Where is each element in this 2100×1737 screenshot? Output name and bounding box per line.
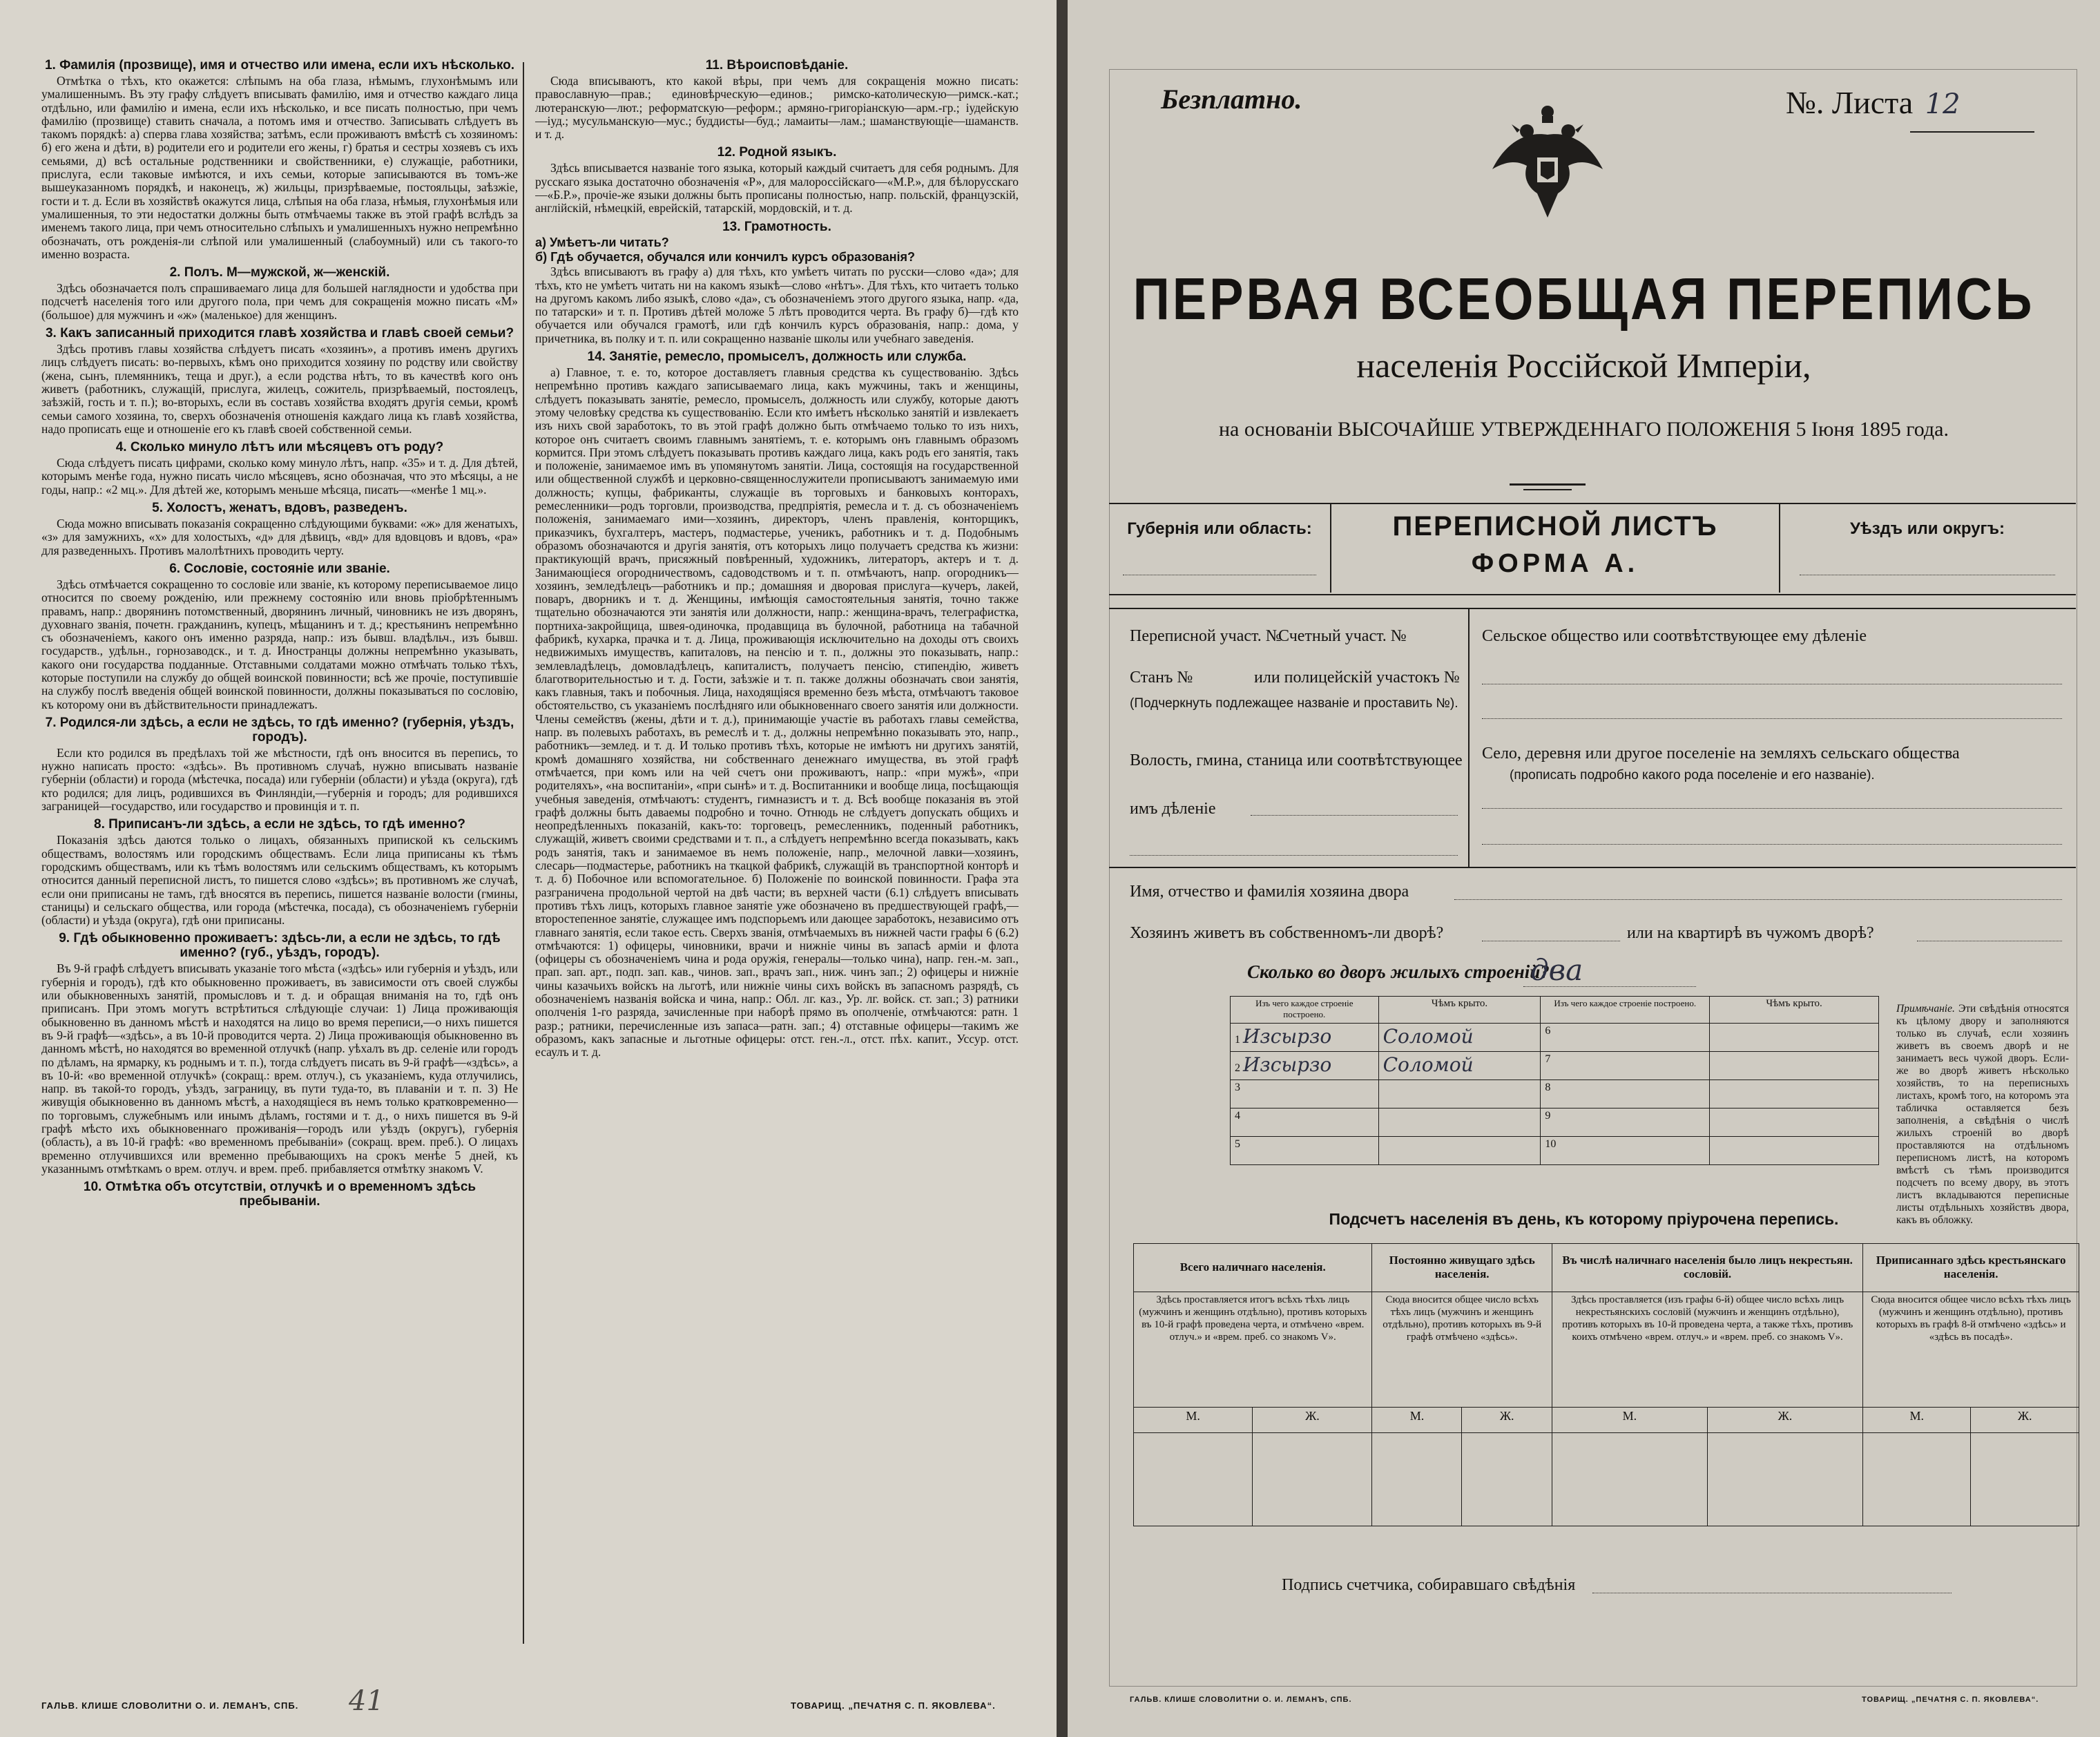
section-title: 10. Отмѣтка объ отсутствіи, отлучкѣ и о временномъ здѣсь пребываніи. (83, 1180, 476, 1209)
section-text: Отмѣтка о тѣхъ, кто окажется: слѣпымъ на оба глаза, нѣмымъ, глухонѣмымъ или умалишеннымъ. Въ эту графу слѣдуетъ вписывать фамилію, имя и отчество каждаго лица отдѣльно, или фамилію и имена, если ихъ нѣсколько, и все писать полностью, при чемъ фамилію (прозвище) ставить сначала, а потомъ имя и отчество. Записывать слѣдуетъ въ такомъ порядкѣ: а) сперва глава хозяйства; затѣмъ, если проживаютъ вмѣстѣ съ хозяиномъ: б) его жена и дѣти, в) родители его и родители его жены, г) братья и сестры хозяевъ съ ихъ семьями, д) всѣ остальные родственники и свойственники, е) служащіе, работники, прислуга, если таковые имѣются, и ихъ семьи, которые записываются въ томъ-же вышеуказанномъ порядкѣ, и наконецъ, ж) жильцы, призрѣваемые, постояльцы, заѣзжіе, гости и т. д. Если въ хозяйствѣ окажутся лица, слѣпыя на оба глаза, нѣмыя, глухонѣмыя или умалишенныя, то эти недостатки должны быть отмѣчаемы также въ этой графѣ вслѣдъ за именемъ такого лица, при чемъ относительно слѣпыхъ и умалишенныхъ нужно непремѣнно обозначать, отъ рожденія-ли слѣпой или умалишенный (слабоумный) или съ такого-то именно возраста. (41, 74, 518, 261)
right-imprint-left: ГАЛЬВ. КЛИШЕ СЛОВОЛИТНИ О. И. ЛЕМАНЪ, СПБ. (1130, 1696, 1352, 1704)
count-header: Приписаннаго здѣсь крестьянскаго населенія. (1863, 1244, 2079, 1292)
instruction-section (41, 265, 518, 322)
selo-label: Село, деревня или другое поселеніе на земляхъ сельскаго общества (1482, 745, 1960, 762)
section-text: Здѣсь вписывается названіе того языка, который каждый считаетъ для себя роднымъ. Для русскаго языка достаточно обозначенія «Р», для малороссійскаго—«М.Р.», для бѣлорусскаго—«Б.Р.», прочіе-же языки должны быть прописаны полностью, напр. польскій, французскій, англійскій, нѣмецкій, еврейскій, татарскій, мордовскій, и т. д. (535, 161, 1019, 215)
section-title: 1. Фамилія (прозвище), имя и отчество или имена, если ихъ нѣсколько. (44, 58, 515, 73)
building-8: 8 (1541, 1080, 1710, 1109)
male-column-label: М. (1134, 1407, 1253, 1433)
building-4: 4 (1231, 1109, 1379, 1137)
building-9-roof (1710, 1109, 1879, 1137)
printer-imprint-left: ГАЛЬВ. КЛИШЕ СЛОВОЛИТНИ О. И. ЛЕМАНЪ, СПБ. (41, 1700, 299, 1711)
count-description: Сюда вносится общее число всѣхъ тѣхъ лицъ (мужчинъ и женщинъ отдѣльно), противъ которыхъ въ графѣ 8-й отмѣчено «здѣсь» и «здѣсь въ посадѣ». (1863, 1292, 2079, 1407)
count-title: Подсчетъ населенія въ день, къ которому пріурочена перепись. (1329, 1210, 1839, 1228)
selo-line-2 (1482, 844, 2062, 845)
sheet-number-label (1786, 84, 1961, 121)
sheet-number-underline (1910, 131, 2034, 133)
count-value-cell[interactable] (1372, 1433, 1462, 1526)
instruction-section (41, 1180, 518, 1209)
building-3: 3 (1231, 1080, 1379, 1109)
section-text: Здѣсь обозначается полъ спрашиваемаго лица для большей наглядности и удобства при подсчетѣ населенія того или другого пола, при чемъ для сокращенія можно писать «М» (большое) для мужчинъ и «ж» (маленькое) для женщинъ. (41, 281, 518, 322)
selskoe-line-2 (1482, 718, 2062, 719)
free-label: Безплатно. (1161, 84, 1302, 115)
female-column-label: Ж. (1253, 1407, 1372, 1433)
section-title: 12. Родной языкъ. (717, 145, 837, 160)
building-1-material: 1 Изсырзо (1231, 1024, 1379, 1052)
volost-line (1251, 815, 1458, 816)
instruction-section (41, 326, 518, 436)
selo-line (1482, 808, 2062, 809)
buildings-note (1896, 1003, 2069, 1227)
building-7-roof (1710, 1052, 1879, 1080)
right-imprint-right: ТОВАРИЩ. „ПЕЧАТНЯ С. П. ЯКОВЛЕВА“. (1862, 1696, 2039, 1704)
address-top-rule (1109, 608, 2076, 609)
ornament-line-short (1523, 489, 1572, 490)
perepis-uch-label: Переписной участ. № (1130, 627, 1282, 645)
volost-line-2 (1130, 855, 1458, 856)
instruction-section (41, 931, 518, 1175)
section-title: 13. Грамотность. (722, 219, 831, 234)
male-column-label: М. (1552, 1407, 1707, 1433)
form-subtitle: ФОРМА А. (1471, 549, 1639, 578)
instruction-section (41, 440, 518, 497)
female-column-label: Ж. (1707, 1407, 1863, 1433)
section-text: Показанія здѣсь даются только о лицахъ, обязанныхъ припиской къ сельскимъ обществамъ, волостямъ или городскимъ обществамъ. Если лица приписаны къ тѣмъ городскимъ обществамъ, или къ тѣмъ волостямъ или сельскимъ обществамъ, къ которымъ относится данный переписной листъ, то пишется слово «здѣсь»; въ противномъ же случаѣ, если они приписаны не тамъ, гдѣ вносятся въ перепись, пишется названіе волости (гмины, станицы) и сельскаго общества, или города (мѣстечка, посада), съ обозначеніемъ губерніи (области) и уѣзда (округа), гдѣ они приписаны. (41, 833, 518, 928)
section-text: Если кто родился въ предѣлахъ той же мѣстности, гдѣ онъ вносится въ перепись, то нужно написать просто: «здѣсь». Въ противномъ случаѣ, нужно вписывать названіе губерніи (области) и города (мѣстечка, посада) или губерніи (области) и уѣзда (округа), гдѣ кто родился; для лицъ, родившихся въ Финляндіи,—губернія и городъ; для родившихся заграницей—государство, или государство и провинція и т. п. (41, 745, 518, 814)
instruction-section (41, 58, 518, 261)
police-label: или полицейскій участокъ № (1254, 669, 1460, 687)
section-title: 8. Приписанъ-ли здѣсь, а если не здѣсь, то гдѣ именно? (94, 817, 465, 832)
count-gender-row (1134, 1407, 2079, 1433)
buildings-col-roof: Чѣмъ крыто. (1378, 997, 1541, 1024)
building-7: 7 (1541, 1052, 1710, 1080)
male-column-label: М. (1863, 1407, 1971, 1433)
lives-own-label: Хозяинъ живетъ въ собственномъ-ли дворѣ? (1130, 924, 1444, 942)
count-values-row (1134, 1433, 2079, 1526)
instruction-section (535, 58, 1019, 141)
instruction-section (535, 220, 1019, 345)
sheet-label: №. Листа (1786, 85, 1914, 120)
header-divider-right (1779, 503, 1780, 593)
lives-rent-label: или на квартирѣ въ чужомъ дворѣ? (1627, 924, 1874, 942)
selo-note: (прописать подробно какого рода поселеніе и его названіе). (1510, 768, 1875, 783)
building-5-roof (1378, 1137, 1541, 1165)
buildings-col-material: Изъ чего каждое строеніе построено. (1231, 997, 1379, 1024)
buildings-table (1230, 996, 1879, 1165)
volost-label: Волость, гмина, станица или соотвѣтствующее (1130, 751, 1463, 769)
count-header: Всего наличнаго населенія. (1134, 1244, 1372, 1292)
right-page (1068, 0, 2100, 1737)
count-value-cell[interactable] (1552, 1433, 1707, 1526)
buildings-line (1523, 986, 1696, 987)
section-title: 11. Вѣроисповѣданіе. (705, 58, 849, 73)
count-header: Постоянно живущаго здѣсь населенія. (1372, 1244, 1552, 1292)
form-title: ПЕРЕПИСНОЙ ЛИСТЪ (1392, 511, 1718, 541)
buildings-value: два (1530, 953, 1583, 987)
male-column-label: М. (1372, 1407, 1462, 1433)
building-1-roof: Соломой (1378, 1024, 1541, 1052)
building-4-roof (1378, 1109, 1541, 1137)
section-subtitle: б) Гдѣ обучается, обучался или кончилъ курсъ образованія? (535, 249, 915, 264)
census-basis: на основаніи ВЫСОЧАЙШЕ УТВЕРЖДЕННАГО ПОЛОЖЕНІЯ 5 Іюня 1895 года. (1219, 418, 1949, 441)
stan-label: Станъ № (1130, 669, 1193, 687)
building-9: 9 (1541, 1109, 1710, 1137)
selskoe-label: Сельское общество или соотвѣтствующее ему дѣленіе (1482, 627, 1867, 645)
population-count-table (1133, 1243, 2079, 1526)
sheet-number-handwritten: 12 (1925, 88, 1961, 120)
owner-line (1454, 899, 2062, 900)
count-headers-row (1134, 1244, 2079, 1292)
section-text: Сюда можно вписывать показанія сокращенно слѣдующими буквами: «ж» для женатыхъ, «з» для замужнихъ, «х» для холостыхъ, «д» для дѣвицъ, «вд» для вдовцовъ и вдовъ, «ра» для разведенныхъ. Противъ малолѣтнихъ проводить черту. (41, 517, 518, 557)
section-title: 5. Холостъ, женатъ, вдовъ, разведенъ. (152, 501, 407, 516)
building-6-roof (1710, 1024, 1879, 1052)
section-text: Здѣсь противъ главы хозяйства слѣдуетъ писать «хозяинъ», а противъ именъ другихъ лицъ слѣдуетъ писать: во-первыхъ, кѣмъ оно приходится хозяину по родству или свойству (жена, сынъ, племянникъ, теща и друг.), а если родства нѣтъ, то въ качествѣ кого онъ живетъ (работникъ, служащій, прислуга, жилецъ, сожитель, призрѣваемый, постоялецъ, заѣзжій, гость и т. п.); во-вторыхъ, если въ составъ хозяйства входятъ другія семьи, кромѣ семьи самого хозяина, то, сверхъ обозначенія отношенія каждаго лица къ главѣ хозяйства, надо прописать еще и отношеніе его къ главѣ своей собственной семьи. (41, 342, 518, 436)
signature-label: Подпись счетчика, собиравшаго свѣдѣнія (1282, 1576, 1576, 1594)
note-label: Примѣчаніе. (1896, 1003, 1955, 1015)
count-description: Здѣсь проставляется итогъ всѣхъ тѣхъ лицъ (мужчинъ и женщинъ отдѣльно), противъ которыхъ въ 10-й графѣ проведена черта, и отмѣчено «врем. отлуч.» и «врем. преб. со знакомъ V». (1134, 1292, 1372, 1407)
count-description: Здѣсь проставляется (изъ графы 6-й) общее число всѣхъ лицъ некрестьянскихъ сословій (мужчинъ и женщинъ отдѣльно), противъ которыхъ въ 10-й проведена черта, а также тѣхъ, противъ коихъ отмѣчено «врем. отлуч.» и «врем. преб. со знакомъ V». (1552, 1292, 1862, 1407)
ornament-line (1510, 483, 1586, 486)
gubernia-label: Губернія или область: (1127, 519, 1312, 538)
count-value-cell[interactable] (1707, 1433, 1863, 1526)
building-5: 5 (1231, 1137, 1379, 1165)
note-text: Эти свѣдѣнія относятся къ цѣлому двору и заполняются только въ случаѣ, если хозяинъ живетъ въ своемъ дворѣ и не занимаетъ весь чужой дворъ. Если-же во дворѣ живетъ нѣсколько хозяйствъ, то на переписныхъ листахъ, кромѣ того, на которомъ эта табличка оставляется безъ заполненія, а свѣдѣнія о числѣ жилыхъ строеній во дворѣ проставляются на отдѣльномъ переписномъ листѣ, на которомъ вмѣстѣ съ тѣмъ производится подсчетъ по всему двору, въ этотъ листъ вкладываются переписные листы отдѣльныхъ хозяйствъ двора, какъ въ обложку. (1896, 1003, 2070, 1226)
female-column-label: Ж. (1462, 1407, 1552, 1433)
printer-imprint-right: ТОВАРИЩ. „ПЕЧАТНЯ С. П. ЯКОВЛЕВА“. (791, 1700, 996, 1711)
count-header: Въ числѣ наличнаго населенія было лицъ некрестьян. сословій. (1552, 1244, 1862, 1292)
column-divider (523, 62, 524, 1644)
section-title: 7. Родился-ли здѣсь, а если не здѣсь, то гдѣ именно? (губернія, уѣздъ, городъ). (45, 715, 514, 745)
count-value-cell[interactable] (1134, 1433, 1253, 1526)
count-description: Сюда вносится общее число всѣхъ тѣхъ лицъ (мужчинъ и женщинъ отдѣльно), противъ которыхъ въ 9-й графѣ отмѣчено «здѣсь». (1372, 1292, 1552, 1407)
building-10: 10 (1541, 1137, 1710, 1165)
instruction-section (41, 716, 518, 813)
section-text: Въ 9-й графѣ слѣдуетъ вписывать указаніе того мѣста («здѣсь» или губернія и уѣздъ, или губернія и городъ), гдѣ кто обыкновенно проживаетъ, въ зависимости отъ своей службы или обыкновенныхъ занятій, промысловъ и т. д. и обращая вниманія на то, гдѣ онъ приписанъ. При этомъ могутъ встрѣтиться слѣдующіе случаи: 1) Лица проживающія обыкновенно въ данномъ мѣстѣ и находятся на лицо во время переписи,—о нихъ пишется въ 9-й графѣ—«здѣсь», а въ 10-й проводится черта. 2) Лица проживающія обыкновенно въ данномъ мѣстѣ, но находятся во временной отлучкѣ (напр. уѣхалъ въ др. селеніе или городъ по дѣламъ, на ярмарку, къ роднымъ и т. п.), тогда слѣдуетъ писать въ 9-й графѣ—«здѣсь», а въ 10-й: «во временной отлучкѣ» (сокращ.: врем. отлуч.), съ указаніемъ, куда отлучились, напр. въ такой-то городъ, уѣздъ, заграницу, въ пути туда-то, въ плаваніи и т. п. 3) Не живущія обыкновенно въ данномъ мѣстѣ, а находящіеся въ немъ только кратковременно—по торговымъ, служебнымъ или инымъ дѣламъ, гостями и т. д., о нихъ пишется въ 9-й графѣ мѣсто ихъ обыкновеннаго проживанія—городъ или уѣздъ (округъ), губернія (область), а въ 10-й графѣ: «во временномъ пребываніи» (сокращ. врем. преб.). О лицахъ временно отлучившихся или временно пребывающихъ на срокъ менѣе 5 дней, къ указаннымъ отмѣткамъ о врем. отлуч. и врем. преб. прибавляется отмѣтку знакомъ V. (41, 961, 518, 1175)
section-text: Сюда слѣдуетъ писать цифрами, сколько кому минуло лѣтъ, напр. «35» и т. д. Для дѣтей, которымъ менѣе года, нужно писать число мѣсяцевъ, ясно обозначая, что это мѣсяцы, а не годы, напр.: «2 мц.». Для дѣтей же, которымъ меньше мѣсяца, писать—«менѣе 1 мц.». (41, 456, 518, 497)
section-text: Сюда вписываютъ, кто какой вѣры, при чемъ для сокращенія можно писать: православную—прав.; единовѣрческую—единов.; римско-католическую—римск.-кат.; лютеранскую—лют.; реформатскую—реформ.; армяно-григоріанскую—арм.-гр.; іудейскую—іуд.; мусульманскую—мус.; буддисты—буд.; ламаиты—лам.; шаманствующіе—шаманств. и т. д. (535, 74, 1019, 142)
instruction-section (535, 349, 1019, 1059)
building-8-roof (1710, 1080, 1879, 1109)
uezd-label: Уѣздъ или округъ: (1849, 519, 2005, 538)
buildings-col-roof-2: Чѣмъ крыто. (1710, 997, 1879, 1024)
buildings-col-material-2: Изъ чего каждое строеніе построено. (1541, 997, 1710, 1024)
section-text: а) Главное, т. е. то, которое доставляетъ главныя средства къ существованію. Здѣсь непремѣнно противъ каждаго записываемаго лица, какъ мужчины, такъ и женщины, слѣдуетъ показывать занятіе, ремесло, промыселъ, должность или службу, которые даютъ этому человѣку средства къ существованію. Если кто имѣетъ нѣсколько занятій и извлекаетъ изъ нихъ свой заработокъ, то въ этой графѣ должно быть отмѣчаемо только то изъ нихъ, которое онъ считаетъ своимъ главнымъ занятіемъ, т. е. которымъ онъ главнымъ образомъ кормится. При этомъ слѣдуетъ показывать противъ каждаго лица, какъ родъ его занятія, такъ и положеніе, занимаемое имъ въ упомянутомъ занятіи. Лица, состоящія на государственной или общественной службѣ и церковно-священнослужители прописываютъ занимаемую ими должность; купцы, фабриканты, служащіе въ торговыхъ и банковыхъ конторахъ, ремесленники—родъ торговли, производства, предпріятія, ремесла и т. д. съ обозначеніемъ положенія, занимаемаго ими—хозяинъ, директоръ, членъ правленія, конторщикъ, приказчикъ, бухгалтеръ, мастеръ, подмастерье, ученикъ, работникъ и т. д. Подобнымъ образомъ обозначаются и другія занятія, отъ которыхъ лицо получаетъ средства къ жизни: практикующій врачъ, присяжный повѣренный, художникъ, литераторъ, актеръ и т. д. Занимающіеся огородничествомъ, садоводствомъ и т. п. отмѣчаютъ, напр. огородникъ—хозяинъ, земледѣлецъ—работникъ и пр.; домашняя и дворовая прислуга—кучеръ, лакей, поваръ, дворникъ и т. д. Женщины, имѣющія самостоятельныя занятія, точно также тщательно обозначаются эти занятія или должности, напр.: женщина-врачъ, телеграфистка, портниха-закройщица, швея-одиночка, продавщица въ булочной, работница на табачной фабрикѣ, кухарка, прачка и т. д. Лица, проживающія исключительно на доходы отъ своихъ недвижимыхъ имуществъ, капиталовъ, на пенсію и т. п., должны это показывать, напр.: землевладѣлецъ, домовладѣлецъ, капиталистъ, получаетъ пенсію, стипендію, живетъ благотворительностью и т. д. Гости, заѣзжіе и т. п. также должны обозначать свои занятія, какъ главныя, такъ и побочныя. Лица, находящіяся временно безъ мѣста, отмѣчаютъ таковое обстоятельство, съ указаніемъ послѣдняго или обыкновеннаго своего занятія или должности. Члены семействъ (жены, дѣти и т. д.), принимающіе участіе въ работахъ главы семейства, напр. въ полевыхъ работахъ, въ ремеслѣ и т. д., должны непремѣнно показывать это, напр., работникъ—землед. и т. д. И только противъ тѣхъ, которые не имѣютъ ни другихъ занятій, кромѣ домашняго хозяйства, ни собственнаго денежнаго имущества, въ этой графѣ отмѣчается, при комъ или на чей счетъ они проживаютъ, напр.: «при мужѣ», «при родителяхъ», «на воспитаніи», «при сынѣ» и т. д. Воспитанники и вообще лица, посѣщающія учебныя заведенія, отмѣчаютъ: студентъ, гимназистъ и т. д. Всѣ вообще показанія въ этой графѣ должны быть даваемы подробно и точно. Отнюдь не слѣдуетъ допускать общихъ и неопредѣленныхъ показаній, какъ-то: торговецъ, ремесленникъ, поденный работникъ, служащій, живетъ своими средствами и т. п., а слѣдуетъ непремѣнно всегда показывать, какъ родъ занятія, такъ и занимаемое въ немъ положеніе, напр., мелочной лавки—хозяинъ, слесарь—подмастерье, работникъ на ткацкой фабрикѣ, служащій въ транспортной конторѣ и т. д. б) Побочное или вспомогательное. б) Положеніе по воинской повинности. Графа эта разграничена продольной чертой на двѣ части; въ верхней части (6.1) слѣдуетъ вписывать противъ тѣхъ лицъ, которыхъ главное занятіе уже обозначено въ предшествующей графѣ,—второстепенное занятіе, служащее имъ подспорьемъ или дающее заработокъ, независимо отъ главнаго занятія, если такое есть. Сверхъ званія, отмѣчаемыхъ въ нижней части графы 6 (6.2) отмѣчаются: 1) офицеры, чиновники, врачи и нижніе чины въ запасѣ арміи и флота (офицеры съ обозначеніемъ чина и рода оружія, генералы—только чина), напр. ген.-м. зап., прап. зап. арт., подп. зап. кав., чинов. зап., врачъ зап., ниж. чинъ зап.; 2) офицеры и нижніе чины казачьихъ войскъ на льготѣ, или нижніе чины сихъ войскъ въ запасномъ разрядѣ, съ обозначеніемъ названія войска и чина, напр.: Обл. лг. каз., Ур. лг. войск. ст. зап.; 3) ратники ополченія 1-го разряда, зачисленные при наборѣ прямо въ ополченіе, отмѣчаются: ратн. 1 разр.; ратники, перечисленные изъ запаса—ратн. зап.; 4) отставные офицеры—такимъ же образомъ, какъ запасные и льготные офицеры: отст. ген.-л., отст. пѣх. капит., Уссур. отст. есаулъ и т. д. (535, 365, 1019, 1059)
instructions-column-a (41, 55, 518, 1664)
census-subtitle: населенія Россійской Имперіи, (1356, 346, 1811, 385)
building-6: 6 (1541, 1024, 1710, 1052)
count-descriptions-row (1134, 1292, 2079, 1407)
section-subtitle: а) Умѣетъ-ли читать? (535, 235, 669, 249)
owner-label: Имя, отчество и фамилія хозяина двора (1130, 883, 1409, 901)
building-10-roof (1710, 1137, 1879, 1165)
female-column-label: Ж. (1971, 1407, 2079, 1433)
volost-label-2: имъ дѣленіе (1130, 800, 1216, 818)
instruction-section (41, 562, 518, 711)
instruction-section (41, 501, 518, 557)
instructions-column-b (535, 55, 1019, 1664)
address-bottom-rule (1109, 867, 2076, 868)
section-title: 14. Занятіе, ремесло, промыселъ, должность или служба. (587, 349, 967, 365)
pencil-page-number: 41 (349, 1685, 384, 1717)
double-headed-eagle-icon (1485, 104, 1610, 224)
underline-note: (Подчеркнуть подлежащее названіе и проставить №). (1130, 696, 1458, 711)
section-title: 2. Полъ. М—мужской, ж—женскій. (169, 265, 390, 280)
building-2-material: 2 Изсырзо (1231, 1052, 1379, 1080)
schetny-uch-label: Счетный участ. № (1278, 627, 1407, 645)
section-text: Здѣсь вписываютъ въ графу а) для тѣхъ, кто умѣетъ читать по русски—слово «да»; для тѣхъ, кто не умѣетъ читать ни на какомъ языкѣ—слово «нѣтъ». Для тѣхъ, кто читаетъ только на другомъ какомъ либо языкѣ, слово «да», съ обозначеніемъ этого другого языка, напр. «да, по татарски» и т. п. Противъ дѣтей моложе 5 лѣтъ проводится черта. Въ графу б)—гдѣ кто обучается или обучался грамотѣ, или гдѣ кончилъ курсъ образованія, напр.: дома, у причетника, въ полку и т. п. или сокращенно названіе школы или учебнаго заведенія. (535, 265, 1019, 345)
section-title: 4. Сколько минуло лѣтъ или мѣсяцевъ отъ роду? (115, 440, 444, 455)
census-title: ПЕРВАЯ ВСЕОБЩАЯ ПЕРЕПИСЬ (1133, 265, 2035, 332)
building-3-roof (1378, 1080, 1541, 1109)
count-value-cell[interactable] (1253, 1433, 1372, 1526)
section-text: Здѣсь отмѣчается сокращенно то сословіе или званіе, къ которому переписываемое лицо относится по своему рожденію, или прежнему состоянію или вновь пріобрѣтеннымъ правамъ, напр.: дворянинъ потомственный, дворянинъ личный, чиновникъ не изъ дворянъ, духовнаго званія, почетн. гражданинъ, купецъ, мѣщанинъ и т. д.; крестьянинъ непремѣнно съ обозначеніемъ, какого онъ именно разряда, напр.: изъ бывш. владѣльч., изъ бывш. государств., удѣльн., горнозаводск., и т. д. Иностранцы должны непремѣнно указывать, какого они государства подданные. Отставными солдатами можно отмѣчать только тѣхъ, которые поступили на службу до общей воинской повинности; всѣ же прочіе, поступившіе на службу послѣ введенія общей воинской повинности, должны показываться по сословію, къ которому они въ дѣйствительности принадлежатъ. (41, 577, 518, 711)
count-value-cell[interactable] (1462, 1433, 1552, 1526)
address-divider (1468, 608, 1470, 867)
count-value-cell[interactable] (1971, 1433, 2079, 1526)
count-value-cell[interactable] (1863, 1433, 1971, 1526)
instruction-section (535, 145, 1019, 215)
building-2-roof: Соломой (1378, 1052, 1541, 1080)
section-title: 9. Гдѣ обыкновенно проживаетъ: здѣсь-ли, а если не здѣсь, то гдѣ именно? (губ., уѣздъ, городъ). (59, 931, 501, 961)
book-spine (1057, 0, 1068, 1737)
section-title: 6. Сословіе, состояніе или званіе. (169, 561, 390, 576)
section-title: 3. Какъ записанный приходится главѣ хозяйства и главѣ своей семьи? (45, 326, 514, 341)
instruction-section (41, 817, 518, 927)
buildings-label: Сколько во дворъ жилыхъ строеній? (1247, 961, 1550, 982)
